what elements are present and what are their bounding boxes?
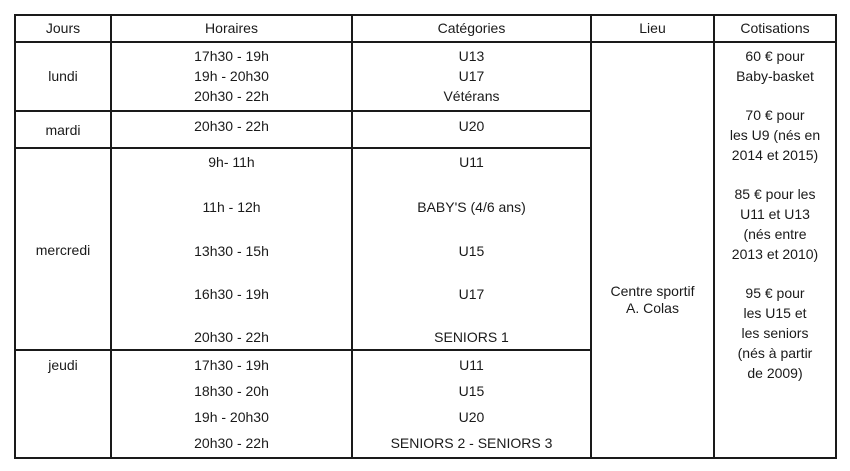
horaire-cell: 20h30 - 22h [194,88,269,104]
categorie-cell: Vétérans [443,88,500,104]
cotisation-line: (nés entre [743,226,807,242]
categorie-cell: U17 [458,68,485,84]
header-lieu: Lieu [639,20,666,36]
day-label-lundi: lundi [48,68,78,84]
categorie-cell: U15 [458,383,485,399]
horaire-cell: 17h30 - 19h [194,48,269,64]
horaire-cell: 16h30 - 19h [194,286,269,302]
horaire-cell: 11h - 12h [202,199,261,215]
cotisation-line: U11 et U13 [740,206,810,222]
header-horaires: Horaires [205,20,258,36]
cotisation-line: Baby-basket [736,68,814,84]
lieu-line: A. Colas [626,300,679,316]
horaire-cell: 19h - 20h30 [194,409,269,425]
header-jours: Jours [45,20,81,36]
horaire-cell: 13h30 - 15h [194,243,269,259]
categorie-cell: U17 [458,286,485,302]
cotisation-line: 2014 et 2015) [731,147,819,163]
horaire-cell: 20h30 - 22h [194,118,269,134]
lieu-line: Centre sportif [610,283,695,299]
cotisation-line: 70 € pour [745,107,805,123]
cotisation-line: les U9 (nés en [729,127,821,143]
cotisation-block [715,184,835,264]
categorie-cell: U13 [458,48,485,64]
horaire-cell: 19h - 20h30 [194,68,269,84]
divider-mardi-mercredi [14,147,591,149]
cotisations-cell [715,46,835,383]
cotisation-block [715,283,835,383]
categorie-cell: U20 [458,409,485,425]
categorie-cell: U11 [459,154,484,170]
cotisation-line: les U15 et [743,305,807,321]
horaire-cell: 20h30 - 22h [194,435,269,451]
cotisation-line: 85 € pour les [734,186,816,202]
horaire-cell: 9h- 11h [208,154,255,170]
cotisation-block [715,105,835,165]
cotisation-line: (nés à partir [737,345,813,361]
day-label-mardi: mardi [45,122,81,138]
day-label-jeudi: jeudi [48,357,78,373]
col-divider-3 [590,14,592,459]
cotisation-block [715,46,835,86]
day-label-mercredi: mercredi [35,242,91,258]
lieu-cell [592,283,713,317]
categorie-cell: U11 [459,357,484,373]
categorie-cell: BABY'S (4/6 ans) [417,199,526,215]
cotisation-line: 60 € pour [745,48,805,64]
categorie-cell: SENIORS 2 - SENIORS 3 [390,435,553,451]
header-categories: Catégories [437,20,506,36]
horaire-cell: 20h30 - 22h [194,329,269,345]
header-cotisations: Cotisations [740,20,810,36]
categorie-cell: U15 [458,243,485,259]
cotisation-line: de 2009) [747,365,803,381]
border-right [835,14,837,459]
categorie-cell: U20 [458,118,485,134]
horaire-cell: 17h30 - 19h [194,357,269,373]
divider-lundi-mardi [14,110,591,112]
cotisation-line: 95 € pour [745,285,805,301]
categorie-cell: SENIORS 1 [434,329,509,345]
cotisation-line: les seniors [741,325,809,341]
horaire-cell: 18h30 - 20h [194,383,269,399]
cotisation-line: 2013 et 2010) [731,246,819,262]
divider-mercredi-jeudi [14,349,591,351]
